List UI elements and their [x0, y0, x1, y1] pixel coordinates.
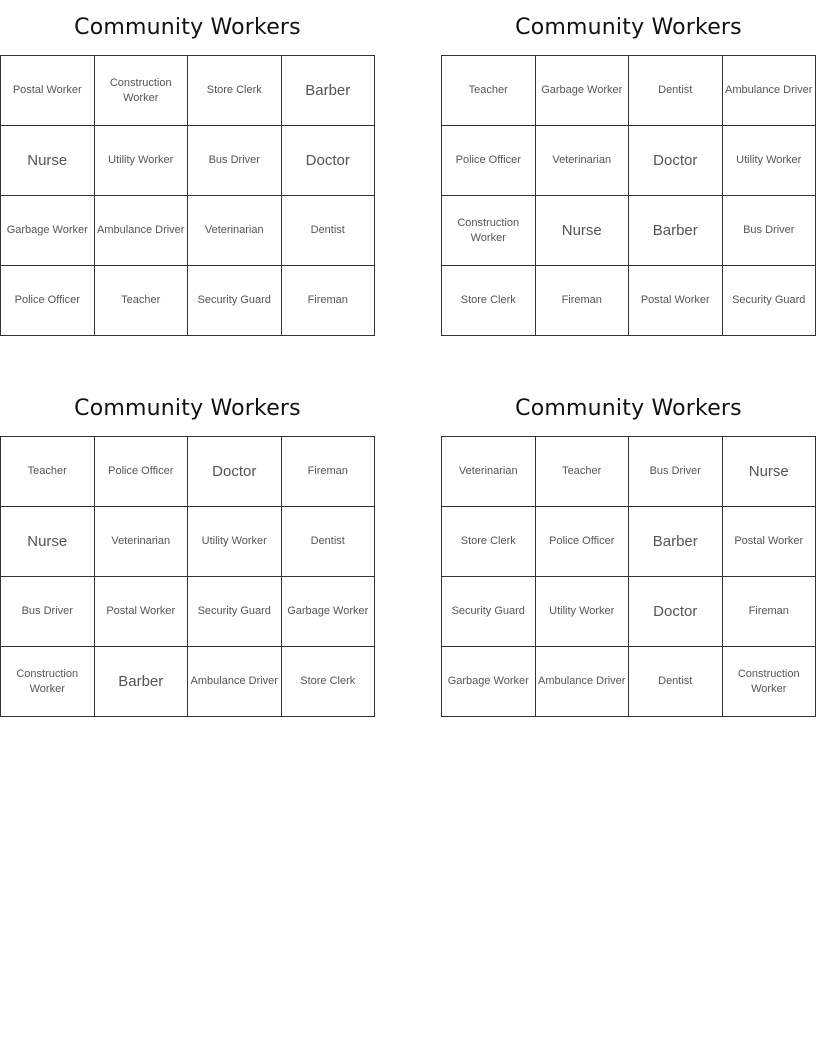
grid-cell: Garbage Worker: [442, 647, 536, 717]
grid-cell: Utility Worker: [188, 507, 282, 577]
grid-cell: Nurse: [1, 507, 95, 577]
bingo-card-2: [441, 0, 816, 336]
card-title: Community Workers: [515, 15, 742, 40]
grid-cell: Dentist: [282, 507, 376, 577]
grid-cell: Fireman: [536, 266, 630, 336]
grid-cell: Construction Worker: [1, 647, 95, 717]
grid-cell: Garbage Worker: [1, 196, 95, 266]
grid-cell: Dentist: [282, 196, 376, 266]
grid-cell: Dentist: [629, 647, 723, 717]
grid-cell: Ambulance Driver: [536, 647, 630, 717]
grid-cell: Postal Worker: [95, 577, 189, 647]
grid-cell: Barber: [629, 507, 723, 577]
grid-cell: Utility Worker: [536, 577, 630, 647]
grid-cell: Garbage Worker: [282, 577, 376, 647]
grid-cell: Teacher: [95, 266, 189, 336]
grid-cell: Veterinarian: [536, 126, 630, 196]
grid-cell: Fireman: [723, 577, 816, 647]
grid-cell: Ambulance Driver: [723, 56, 816, 126]
bingo-card-3: [0, 381, 375, 717]
grid-cell: Store Clerk: [282, 647, 376, 717]
grid-cell: Police Officer: [1, 266, 95, 336]
grid-cell: Veterinarian: [188, 196, 282, 266]
grid-cell: Teacher: [536, 437, 630, 507]
grid-cell: Barber: [629, 196, 723, 266]
grid-cell: Postal Worker: [629, 266, 723, 336]
grid-cell: Veterinarian: [442, 437, 536, 507]
grid-cell: Bus Driver: [188, 126, 282, 196]
grid-cell: Bus Driver: [629, 437, 723, 507]
grid-cell: Security Guard: [188, 266, 282, 336]
grid-cell: Teacher: [1, 437, 95, 507]
grid-cell: Postal Worker: [1, 56, 95, 126]
bingo-card-4: [441, 381, 816, 717]
grid-cell: Security Guard: [723, 266, 816, 336]
grid-cell: Dentist: [629, 56, 723, 126]
grid-cell: Garbage Worker: [536, 56, 630, 126]
grid-cell: Teacher: [442, 56, 536, 126]
grid-cell: Police Officer: [95, 437, 189, 507]
grid-cell: Nurse: [1, 126, 95, 196]
grid-cell: Nurse: [723, 437, 816, 507]
card-title: Community Workers: [515, 396, 742, 421]
grid-cell: Bus Driver: [1, 577, 95, 647]
grid-cell: Ambulance Driver: [95, 196, 189, 266]
grid-cell: Doctor: [188, 437, 282, 507]
grid-cell: Nurse: [536, 196, 630, 266]
grid-cell: Security Guard: [442, 577, 536, 647]
grid-cell: Barber: [282, 56, 376, 126]
bingo-grid: [441, 436, 816, 717]
grid-cell: Fireman: [282, 266, 376, 336]
grid-cell: Construction Worker: [442, 196, 536, 266]
grid-cell: Security Guard: [188, 577, 282, 647]
grid-cell: Utility Worker: [723, 126, 816, 196]
bingo-grid: [441, 55, 816, 336]
grid-cell: Store Clerk: [442, 266, 536, 336]
grid-cell: Postal Worker: [723, 507, 816, 577]
grid-cell: Construction Worker: [723, 647, 816, 717]
grid-cell: Veterinarian: [95, 507, 189, 577]
bingo-grid: [0, 436, 375, 717]
grid-cell: Doctor: [629, 126, 723, 196]
bingo-grid: [0, 55, 375, 336]
grid-cell: Doctor: [282, 126, 376, 196]
grid-cell: Ambulance Driver: [188, 647, 282, 717]
grid-cell: Utility Worker: [95, 126, 189, 196]
grid-cell: Police Officer: [442, 126, 536, 196]
grid-cell: Police Officer: [536, 507, 630, 577]
grid-cell: Construction Worker: [95, 56, 189, 126]
grid-cell: Store Clerk: [188, 56, 282, 126]
grid-cell: Store Clerk: [442, 507, 536, 577]
grid-cell: Barber: [95, 647, 189, 717]
grid-cell: Fireman: [282, 437, 376, 507]
grid-cell: Bus Driver: [723, 196, 816, 266]
card-title: Community Workers: [74, 15, 301, 40]
grid-cell: Doctor: [629, 577, 723, 647]
bingo-card-1: [0, 0, 375, 336]
card-title: Community Workers: [74, 396, 301, 421]
